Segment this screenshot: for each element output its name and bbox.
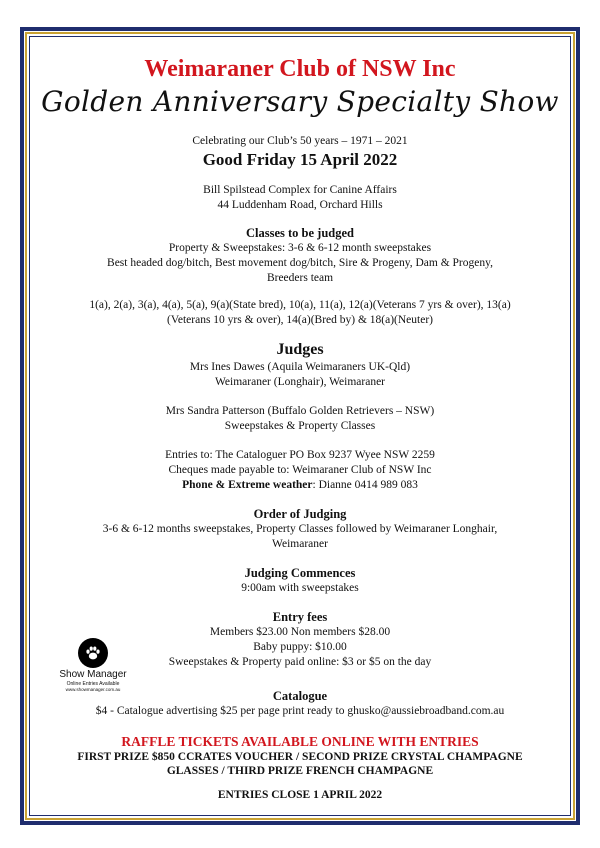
commences-heading: Judging Commences: [244, 566, 356, 580]
logo-name: Show Manager: [59, 669, 127, 680]
judge-name: Mrs Sandra Patterson (Buffalo Golden Retrievers – NSW): [165, 405, 435, 417]
entries-close: ENTRIES CLOSE 1 APRIL 2022: [217, 789, 383, 801]
classes-section: [36, 225, 564, 328]
entries-address: Entries to: The Cataloguer PO Box 9237 Wyee NSW 2259: [165, 449, 435, 461]
show-date: Good Friday 15 April 2022: [202, 150, 398, 169]
phone-value: : Dianne 0414 989 083: [312, 479, 418, 491]
classes-heading: Classes to be judged: [246, 226, 354, 240]
fees-line: Sweepstakes & Property paid online: $3 or $5 on the day: [168, 656, 432, 668]
venue-address: 44 Luddenham Road, Orchard Hills: [217, 199, 383, 211]
judges-section: [36, 340, 564, 434]
judges-heading: Judges: [276, 341, 324, 358]
logo-tagline: Online Entries Available: [66, 681, 120, 687]
venue-section: [36, 183, 564, 213]
judge-classes: Sweepstakes & Property Classes: [224, 420, 376, 432]
show-title: Golden Anniversary Specialty Show: [41, 85, 559, 118]
catalogue-heading: Catalogue: [272, 689, 328, 703]
fees-line: Baby puppy: $10.00: [253, 641, 347, 653]
order-line: 3-6 & 6-12 months sweepstakes, Property Classes followed by Weimaraner Longhair,: [102, 523, 498, 535]
paw-icon-graphic: [83, 643, 103, 663]
order-section: [36, 506, 564, 552]
cheques-payable: Cheques made payable to: Weimaraner Club of NSW Inc: [168, 464, 432, 476]
judge-classes: Weimaraner (Longhair), Weimaraner: [214, 376, 386, 388]
entries-section: [36, 448, 564, 493]
phone-contact: [36, 478, 564, 493]
fees-line: Members $23.00 Non members $28.00: [209, 626, 391, 638]
raffle-prizes: GLASSES / THIRD PRIZE FRENCH CHAMPAGNE: [166, 765, 434, 777]
order-line: Weimaraner: [272, 538, 328, 550]
order-heading: Order of Judging: [253, 507, 347, 521]
fees-heading: Entry fees: [272, 610, 328, 624]
commences-text: 9:00am with sweepstakes: [241, 582, 359, 594]
logo-url: www.showmanager.com.au: [65, 687, 121, 692]
venue-name: Bill Spilstead Complex for Canine Affairs: [203, 184, 397, 196]
class-numbers: 1(a), 2(a), 3(a), 4(a), 5(a), 9(a)(State bred), 10(a), 11(a), 12(a)(Veterans 7 yrs & over), 13(a): [89, 299, 511, 311]
celebrating-text: Celebrating our Club’s 50 years – 1971 – 2021: [192, 135, 408, 147]
catalogue-text: $4 - Catalogue advertising $25 per page print ready to ghusko@aussiebroadband.com.au: [95, 705, 505, 717]
phone-label: Phone & Extreme weather: [182, 479, 313, 491]
classes-line: Breeders team: [266, 272, 334, 284]
classes-line: Property & Sweepstakes: 3-6 & 6-12 month sweepstakes: [168, 242, 432, 254]
classes-line: Best headed dog/bitch, Best movement dog/bitch, Sire & Progeny, Dam & Progeny,: [107, 257, 493, 269]
class-numbers: (Veterans 10 yrs & over), 14(a)(Bred by) & 18(a)(Neuter): [167, 314, 433, 326]
judge-name: Mrs Ines Dawes (Aquila Weimaraners UK-Qld): [189, 361, 411, 373]
raffle-title: RAFFLE TICKETS AVAILABLE ONLINE WITH ENTRIES: [121, 734, 479, 749]
paw-icon: [78, 638, 108, 668]
raffle-section: [36, 733, 564, 802]
show-manager-logo: [52, 638, 134, 693]
raffle-prizes: FIRST PRIZE $850 CCRATES VOUCHER / SECOND PRIZE CRYSTAL CHAMPAGNE: [77, 751, 523, 763]
club-title: Weimaraner Club of NSW Inc: [144, 56, 456, 82]
commences-section: [36, 565, 564, 596]
